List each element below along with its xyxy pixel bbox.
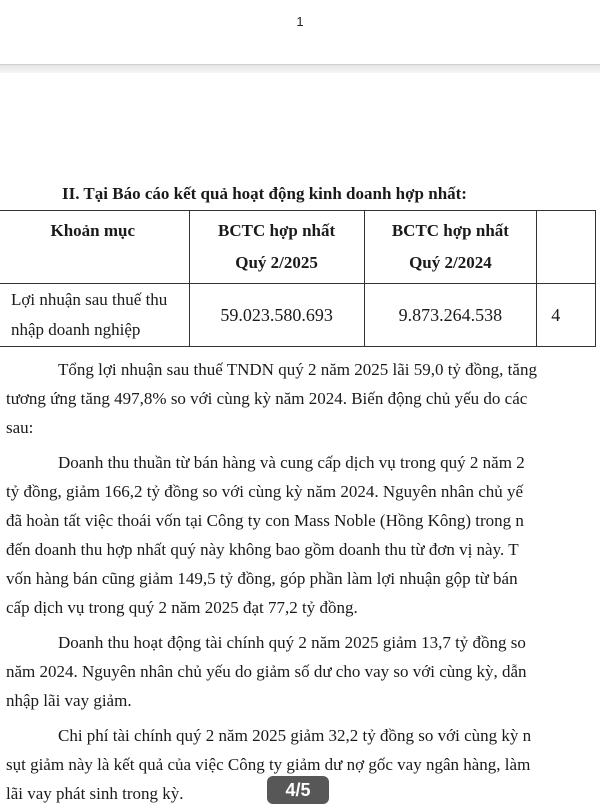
paragraph-line: sau: — [6, 418, 34, 437]
paragraph-line: Doanh thu thuần từ bán hàng và cung cấp dịch vụ trong quý 2 năm 2 — [58, 453, 525, 472]
paragraph-line: tương ứng tăng 497,8% so với cùng kỳ năm 2024. Biến động chủ yếu do các — [6, 389, 528, 408]
header-q2-2025 — [189, 211, 364, 284]
paragraph-line: sụt giảm này là kết quả của việc Công ty giảm dư nợ gốc vay ngân hàng, làm — [6, 755, 531, 774]
row-item-line1: Lợi nhuận sau thuế thu — [11, 290, 168, 309]
row-value-q2-2025: 59.023.580.693 — [189, 284, 364, 347]
paragraph-line: đã hoàn tất việc thoái vốn tại Công ty con Mass Noble (Hồng Kông) trong n — [6, 511, 524, 530]
body-text — [6, 355, 600, 808]
section-heading: II. Tại Báo cáo kết quả hoạt động kinh doanh hợp nhất: — [62, 184, 467, 203]
row-value-cut: 4 — [537, 284, 596, 347]
header-item — [0, 211, 189, 284]
row-item-line2: nhập doanh nghiệp — [11, 320, 141, 339]
paragraph-line: Chi phí tài chính quý 2 năm 2025 giảm 32,2 tỷ đồng so với cùng kỳ n — [58, 726, 532, 745]
table-header-row — [0, 211, 596, 284]
header-q2-2024-line2: Quý 2/2024 — [409, 253, 492, 272]
paragraph-line: cấp dịch vụ trong quý 2 năm 2025 đạt 77,2 tỷ đồng. — [6, 598, 358, 617]
page-divider — [0, 64, 600, 73]
paragraph-line: năm 2024. Nguyên nhân chủ yếu do giảm số dư cho vay so với cùng kỳ, dẫn — [6, 662, 527, 681]
paragraph-line: Tổng lợi nhuận sau thuế TNDN quý 2 năm 2025 lãi 59,0 tỷ đồng, tăng — [58, 360, 537, 379]
paragraph-line: nhập lãi vay giảm. — [6, 691, 132, 710]
paragraph-line: đến doanh thu hợp nhất quý này không bao gồm doanh thu từ đơn vị này. T — [6, 540, 519, 559]
page-number: 1 — [296, 14, 304, 29]
header-q2-2024-line1: BCTC hợp nhất — [391, 221, 509, 240]
header-q2-2024 — [364, 211, 537, 284]
row-item-cell — [0, 284, 189, 347]
header-cut-column — [537, 211, 596, 284]
paragraph-line: tỷ đồng, giảm 166,2 tỷ đồng so với cùng kỳ năm 2024. Nguyên nhân chủ yế — [6, 482, 524, 501]
paragraph-line: lãi vay phát sinh trong kỳ. — [6, 784, 184, 803]
header-q2-2025-line2: Quý 2/2025 — [235, 253, 318, 272]
pager-indicator[interactable]: 4/5 — [267, 776, 329, 804]
report-table — [0, 210, 596, 347]
header-item-label: Khoản mục — [50, 221, 136, 240]
row-value-q2-2024: 9.873.264.538 — [364, 284, 537, 347]
paragraph-line: Doanh thu hoạt động tài chính quý 2 năm 2025 giảm 13,7 tỷ đồng so — [58, 633, 526, 652]
paragraph-line: vốn hàng bán cũng giảm 149,5 tỷ đồng, góp phần làm lợi nhuận gộp từ bán — [6, 569, 518, 588]
header-q2-2025-line1: BCTC hợp nhất — [218, 221, 336, 240]
table-row — [0, 284, 596, 347]
